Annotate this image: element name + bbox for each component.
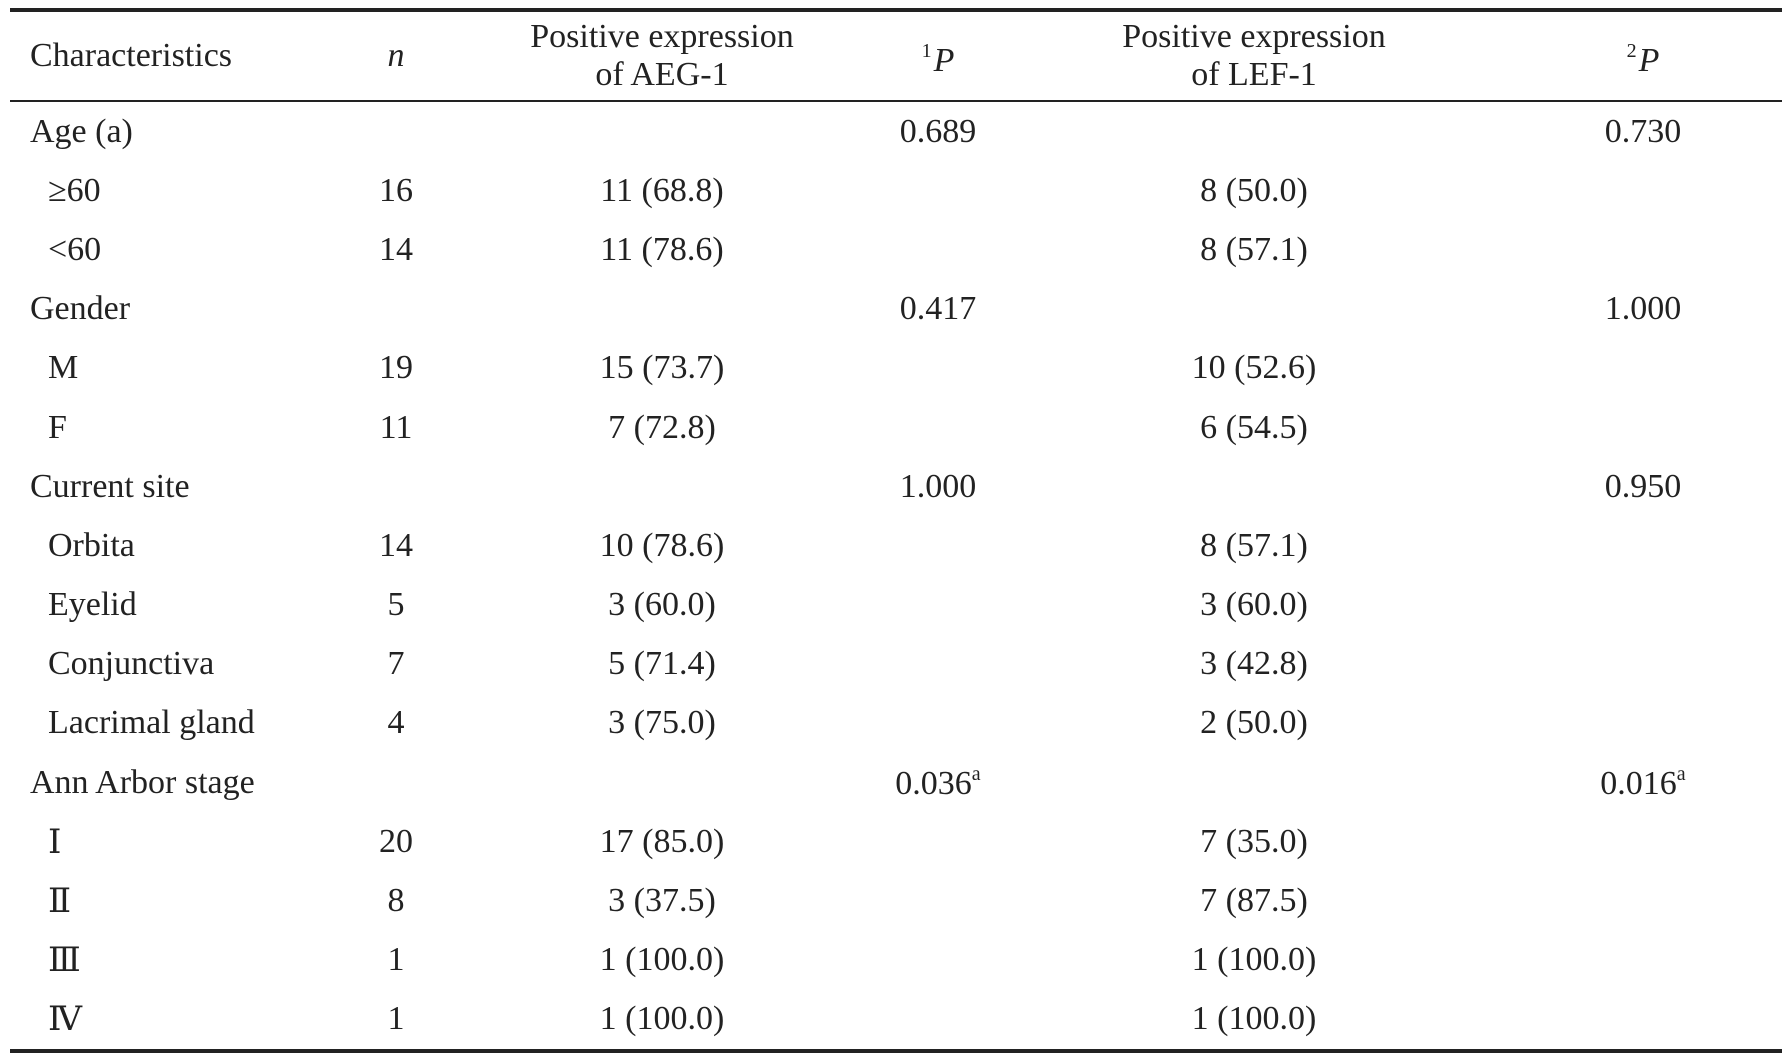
n-value: 1 [387, 1000, 405, 1038]
category-label: Ann Arbor stage [30, 763, 255, 801]
lef1-value: 2 (50.0) [1200, 704, 1308, 742]
aeg1-value: 3 (37.5) [608, 882, 716, 920]
aeg1-value: 1 (100.0) [599, 941, 725, 979]
characteristics-table-container [10, 8, 1782, 1053]
p2-value [1504, 101, 1782, 161]
table-row [10, 931, 1782, 990]
p1-value [872, 990, 1004, 1051]
p1-footnote-mark: a [971, 762, 981, 785]
n-value: 19 [379, 349, 413, 387]
subcategory-label: Ⅱ [48, 883, 72, 921]
lef1-value: 1 (100.0) [1191, 1000, 1317, 1038]
table-row [10, 576, 1782, 635]
header-p1-superscript: 1 [921, 40, 932, 62]
n-value: 14 [379, 230, 413, 268]
category-label: Current site [30, 467, 190, 505]
table-row [10, 280, 1782, 339]
p1-value [872, 635, 1004, 694]
lef1-value: 6 (54.5) [1200, 408, 1308, 446]
table-row [10, 220, 1782, 279]
n-value [340, 753, 452, 812]
p1-number: 0.036 [895, 764, 972, 802]
p2-value [1504, 161, 1782, 220]
table-header-row [10, 10, 1782, 101]
n-value: 5 [387, 586, 405, 624]
header-aeg1-line2: of AEG-1 [595, 56, 729, 93]
lef1-value [1004, 753, 1504, 812]
p2-value [1504, 280, 1782, 339]
category-label: Age (a) [30, 112, 133, 150]
p1-value [872, 339, 1004, 398]
table-row [10, 990, 1782, 1051]
lef1-value: 8 (57.1) [1200, 526, 1308, 564]
table-row [10, 871, 1782, 930]
p1-value [872, 871, 1004, 930]
header-lef1-line2: of LEF-1 [1191, 56, 1317, 93]
p2-value [1504, 516, 1782, 575]
header-p1 [872, 10, 1004, 101]
p1-value [872, 753, 1004, 812]
subcategory-label: Lacrimal gland [48, 704, 255, 742]
p2-value [1504, 457, 1782, 516]
p1-value [872, 457, 1004, 516]
aeg1-value: 17 (85.0) [599, 822, 725, 860]
p2-number: 1.000 [1604, 290, 1682, 328]
lef1-value: 3 (60.0) [1200, 586, 1308, 624]
table-row [10, 101, 1782, 161]
p2-value [1504, 931, 1782, 990]
lef1-value: 8 (50.0) [1200, 171, 1308, 209]
n-value [340, 280, 452, 339]
header-p2-letter: P [1638, 42, 1660, 79]
p1-value [872, 161, 1004, 220]
p2-value [1504, 398, 1782, 457]
p1-value [872, 931, 1004, 990]
p1-value [872, 101, 1004, 161]
lef1-value [1004, 457, 1504, 516]
n-value: 11 [379, 408, 413, 446]
lef1-value: 10 (52.6) [1191, 349, 1317, 387]
p2-value [1504, 694, 1782, 753]
p1-number: 0.689 [899, 112, 977, 150]
p1-value [872, 516, 1004, 575]
aeg1-value: 11 (78.6) [600, 230, 724, 268]
lef1-value: 1 (100.0) [1191, 941, 1317, 979]
subcategory-label: Ⅰ [48, 823, 62, 861]
aeg1-value [452, 280, 872, 339]
aeg1-value [452, 753, 872, 812]
p2-number: 0.950 [1604, 467, 1682, 505]
n-value: 4 [387, 704, 405, 742]
n-value: 1 [387, 941, 405, 979]
lef1-value [1004, 101, 1504, 161]
table-row [10, 694, 1782, 753]
aeg1-value [452, 457, 872, 516]
p2-value [1504, 753, 1782, 812]
header-aeg1 [452, 10, 872, 101]
header-lef1-line1: Positive expression [1122, 18, 1386, 55]
n-value: 16 [379, 171, 413, 209]
table-row [10, 457, 1782, 516]
p2-value [1504, 339, 1782, 398]
lef1-value: 8 (57.1) [1200, 230, 1308, 268]
aeg1-value: 10 (78.6) [599, 526, 725, 564]
n-value: 7 [387, 645, 405, 683]
n-value: 20 [379, 822, 413, 860]
p1-value [872, 812, 1004, 871]
lef1-value: 3 (42.8) [1200, 645, 1308, 683]
table-body [10, 101, 1782, 1051]
subcategory-label: F [48, 408, 67, 446]
characteristics-table [10, 8, 1782, 1053]
p2-number: 0.016 [1600, 764, 1677, 802]
subcategory-label: <60 [48, 230, 102, 268]
n-value: 14 [379, 526, 413, 564]
p2-value [1504, 812, 1782, 871]
p2-value [1504, 990, 1782, 1051]
aeg1-value: 7 (72.8) [608, 408, 716, 446]
p2-number: 0.730 [1604, 112, 1682, 150]
p1-value [872, 694, 1004, 753]
header-n: n [387, 37, 405, 74]
lef1-value: 7 (35.0) [1200, 822, 1308, 860]
header-p1-letter: P [933, 42, 955, 79]
p2-value [1504, 220, 1782, 279]
aeg1-value: 1 (100.0) [599, 1000, 725, 1038]
aeg1-value: 3 (75.0) [608, 704, 716, 742]
subcategory-label: Conjunctiva [48, 645, 215, 683]
table-row [10, 339, 1782, 398]
aeg1-value [452, 101, 872, 161]
subcategory-label: ≥60 [48, 171, 101, 209]
table-row [10, 161, 1782, 220]
p2-value [1504, 576, 1782, 635]
aeg1-value: 11 (68.8) [600, 171, 724, 209]
header-p2-superscript: 2 [1626, 40, 1637, 62]
header-aeg1-line1: Positive expression [530, 18, 794, 55]
aeg1-value: 15 (73.7) [599, 349, 725, 387]
lef1-value [1004, 280, 1504, 339]
category-label: Gender [30, 290, 131, 328]
subcategory-label: Eyelid [48, 586, 137, 624]
subcategory-label: Ⅳ [48, 1001, 82, 1039]
subcategory-label: Ⅲ [48, 942, 81, 980]
p1-number: 0.417 [899, 290, 977, 328]
table-row [10, 753, 1782, 812]
table-row [10, 516, 1782, 575]
n-value [340, 101, 452, 161]
lef1-value: 7 (87.5) [1200, 882, 1308, 920]
aeg1-value: 5 (71.4) [608, 645, 716, 683]
n-value: 8 [387, 882, 405, 920]
subcategory-label: M [48, 349, 79, 387]
p1-value [872, 576, 1004, 635]
header-p2 [1504, 10, 1782, 101]
p2-value [1504, 871, 1782, 930]
p1-number: 1.000 [899, 467, 977, 505]
n-value [340, 457, 452, 516]
p1-value [872, 280, 1004, 339]
p2-value [1504, 635, 1782, 694]
aeg1-value: 3 (60.0) [608, 586, 716, 624]
p1-value [872, 220, 1004, 279]
subcategory-label: Orbita [48, 526, 135, 564]
header-lef1 [1004, 10, 1504, 101]
table-row [10, 812, 1782, 871]
table-row [10, 635, 1782, 694]
p1-value [872, 398, 1004, 457]
header-characteristics: Characteristics [30, 37, 233, 74]
table-row [10, 398, 1782, 457]
p2-footnote-mark: a [1676, 762, 1686, 785]
